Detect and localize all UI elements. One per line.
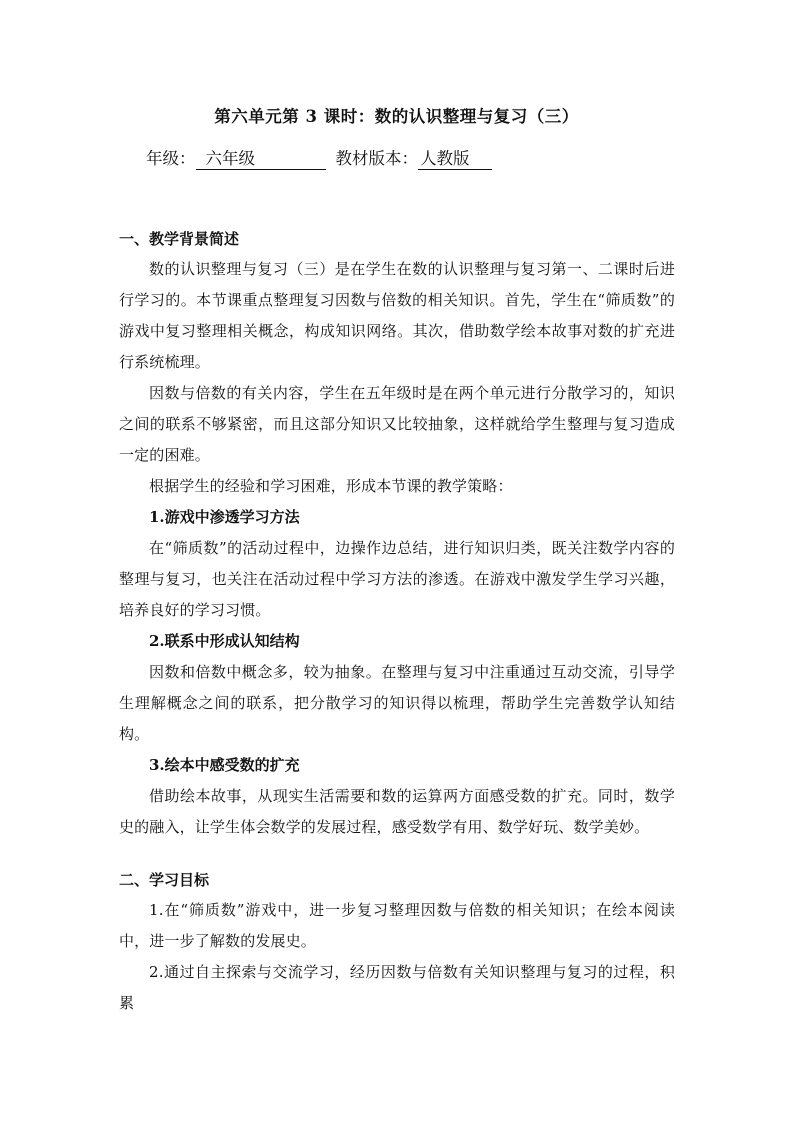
strategy-text-2: 因数和倍数中概念多，较为抽象。在整理与复习中注重通过互动交流，引导学生理解概念之间的联系，把分散学习的知识得以梳理，帮助学生完善数学认知结构。 [119,663,675,743]
goal-1: 1.在“筛质数”游戏中，进一步复习整理因数与倍数的相关知识；在绘本阅读中，进一步了解数的发展史。 [119,901,675,950]
book-label: 教材版本： [335,149,418,168]
grade-label: 年级： [146,149,196,168]
section-heading-background: 一、教学背景简述 [119,230,240,248]
strategy-heading-2: 2.联系中形成认知结构 [149,632,300,650]
section-heading-goals: 二、学习目标 [119,871,210,889]
page-title: 第六单元第 3 课时：数的认识整理与复习（三） [214,107,579,126]
paragraph-background-2: 因数与倍数的有关内容，学生在五年级时是在两个单元进行分散学习的，知识之间的联系不够紧密，而且这部分知识又比较抽象，这样就给学生整理与复习造成一定的困难。 [119,384,675,464]
book-value: 人教版 [418,149,492,170]
document-body [119,224,675,1019]
strategy-text-3: 借助绘本故事，从现实生活需要和数的运算两方面感受数的扩充。同时，数学史的融入，让学生体会数学的发展过程，感受数学有用、数学好玩、数学美妙。 [119,787,675,836]
section-spacer [119,843,675,865]
paragraph-strategy-intro: 根据学生的经验和学习困难，形成本节课的教学策略： [149,477,513,495]
lesson-meta [146,145,492,170]
strategy-heading-3: 3.绘本中感受数的扩充 [149,756,300,774]
grade-value: 六年级 [196,149,326,170]
paragraph-background-1: 数的认识整理与复习（三）是在学生在数的认识整理与复习第一、二课时后进行学习的。本节课重点整理复习因数与倍数的相关知识。首先，学生在“筛质数”的游戏中复习整理相关概念，构成知识网络。其次，借助数学绘本故事对数的扩充进行系统梳理。 [119,260,675,371]
strategy-text-1: 在“筛质数”的活动过程中，边操作边总结，进行知识归类，既关注数学内容的整理与复习，也关注在活动过程中学习方法的渗透。在游戏中激发学生学习兴趣，培养良好的学习习惯。 [119,539,675,619]
goal-2: 2.通过自主探索与交流学习，经历因数与倍数有关知识整理与复习的过程，积累 [119,963,675,1012]
strategy-heading-1: 1.游戏中渗透学习方法 [149,508,300,526]
